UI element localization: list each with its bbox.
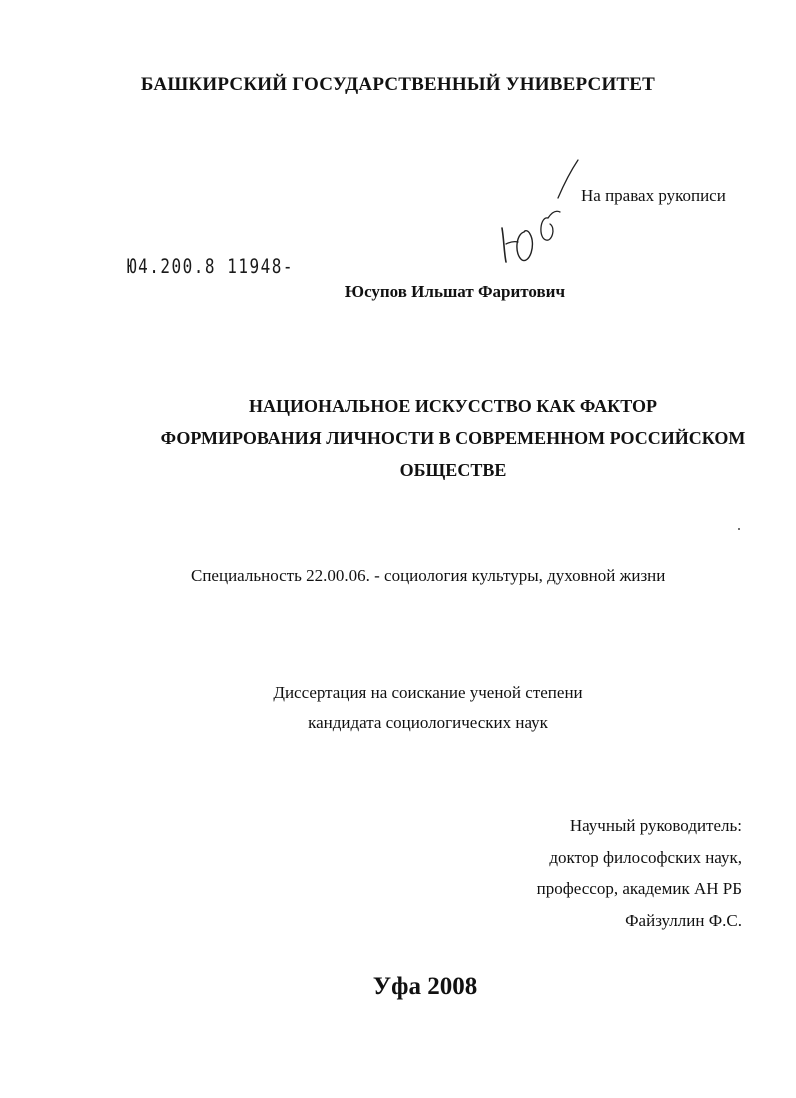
manuscript-rights-note: На правах рукописи [581,186,726,205]
title-line-3: ОБЩЕСТВЕ [399,460,507,480]
handwritten-signature-icon [490,158,580,268]
supervisor-block [537,810,742,936]
title-line-1: НАЦИОНАЛЬНОЕ ИСКУССТВО КАК ФАКТОР [249,396,657,416]
city-year: Уфа 2008 [372,973,478,1000]
title-line-2: ФОРМИРОВАНИЯ ЛИЧНОСТИ В СОВРЕМЕННОМ РОССИЙСКОМ [160,428,746,448]
degree-statement [0,678,796,738]
scan-speck [738,528,740,530]
supervisor-name: Файзуллин Ф.С. [625,910,742,930]
registration-stamp-number: Ю4.200.8 11948- [127,255,294,278]
supervisor-degree: доктор философских наук, [549,847,742,867]
supervisor-rank: профессор, академик АН РБ [536,879,742,898]
supervisor-heading: Научный руководитель: [569,816,742,835]
dissertation-title [0,390,796,486]
degree-line-1: Диссертация на соискание ученой степени [273,683,583,702]
degree-line-2: кандидата социологических наук [308,713,548,732]
specialty-line: Специальность 22.00.06. - социология культуры, духовной жизни [191,566,666,585]
university-name: БАШКИРСКИЙ ГОСУДАРСТВЕННЫЙ УНИВЕРСИТЕТ [140,74,656,95]
author-name: Юсупов Ильшат Фаритович [344,282,566,301]
